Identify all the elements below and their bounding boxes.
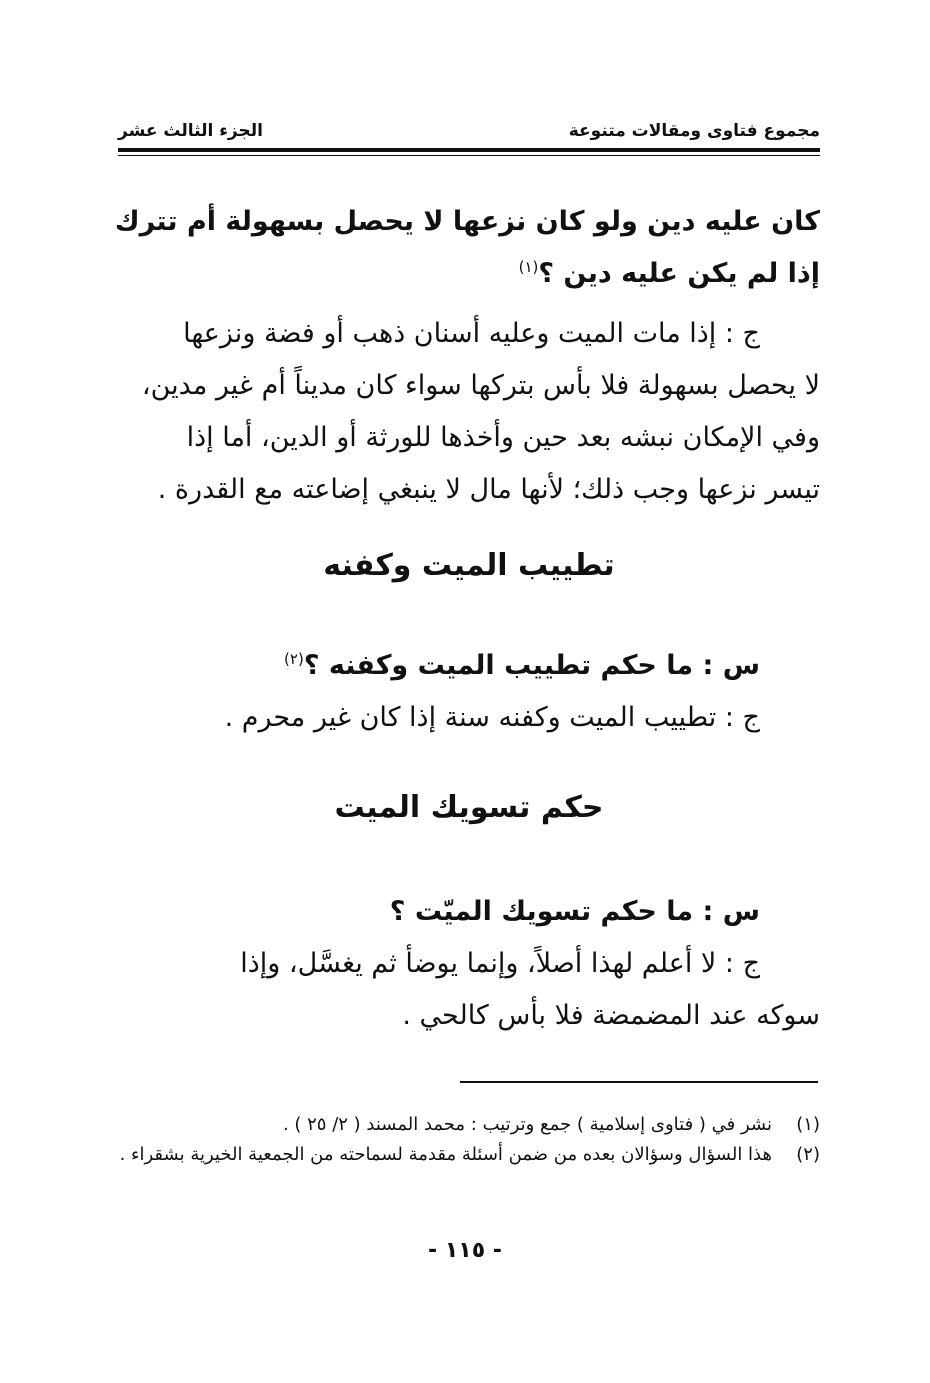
answer-line: لا يحصل بسهولة فلا بأس بتركها سواء كان مديناً أم غير مدين، bbox=[141, 370, 820, 401]
question-line: إذا لم يكن عليه دين ؟$^{(١)}$ bbox=[518, 258, 820, 289]
question-line: س : ما حكم تطييب الميت وكفنه ؟$^{(٢)}$ bbox=[284, 650, 760, 681]
footnote-number: (١) bbox=[796, 1114, 820, 1135]
header-rule-thick bbox=[118, 148, 820, 152]
section-title: حكم تسويك الميت bbox=[334, 790, 604, 825]
header-rule-thin bbox=[118, 155, 820, 156]
footnote-divider bbox=[460, 1081, 818, 1083]
answer-line: ج : تطييب الميت وكفنه سنة إذا كان غير محرم . bbox=[224, 702, 760, 733]
question-line: س : ما حكم تسويك الميّت ؟ bbox=[389, 896, 760, 927]
answer-line: ج : إذا مات الميت وعليه أسنان ذهب أو فضة ونزعها bbox=[183, 318, 760, 349]
footnote-text: هذا السؤال وسؤالان بعده من ضمن أسئلة مقدمة لسماحته من الجمعية الخيرية بشقراء . bbox=[119, 1144, 772, 1165]
section-title: تطييب الميت وكفنه bbox=[323, 548, 615, 583]
book-title: مجموع فتاوى ومقالات متنوعة bbox=[568, 121, 820, 141]
answer-line: تيسر نزعها وجب ذلك؛ لأنها مال لا ينبغي إضاعته مع القدرة . bbox=[157, 474, 820, 505]
question-line: كان عليه دين ولو كان نزعها لا يحصل بسهولة أم تترك bbox=[114, 206, 820, 237]
footnote-reference: (٢) bbox=[284, 650, 304, 668]
section1-qa bbox=[108, 640, 820, 744]
page-number: - ١١٥ - bbox=[428, 1238, 502, 1263]
footnote-item bbox=[108, 1140, 820, 1170]
footnote-item bbox=[108, 1110, 820, 1140]
footnotes bbox=[108, 1110, 820, 1170]
footnote-number: (٢) bbox=[796, 1144, 820, 1165]
volume-label: الجزء الثالث عشر bbox=[118, 121, 263, 141]
footnote-text: نشر في ( فتاوى إسلامية ) جمع وترتيب : محمد المسند ( ٢/ ٢٥ ) . bbox=[282, 1114, 772, 1135]
answer-line: وفي الإمكان نبشه بعد حين وأخذها للورثة أو الدين، أما إذا bbox=[186, 422, 820, 453]
running-header bbox=[118, 116, 820, 146]
question-continuation bbox=[108, 196, 820, 300]
answer-line: سوكه عند المضمضة فلا بأس كالحي . bbox=[402, 1000, 820, 1031]
footnote-reference: (١) bbox=[518, 258, 539, 276]
section2-qa bbox=[108, 886, 820, 1042]
answer-line: ج : لا أعلم لهذا أصلاً، وإنما يوضأ ثم يغسَّل، وإذا bbox=[240, 948, 760, 979]
answer-paragraph bbox=[108, 308, 820, 516]
